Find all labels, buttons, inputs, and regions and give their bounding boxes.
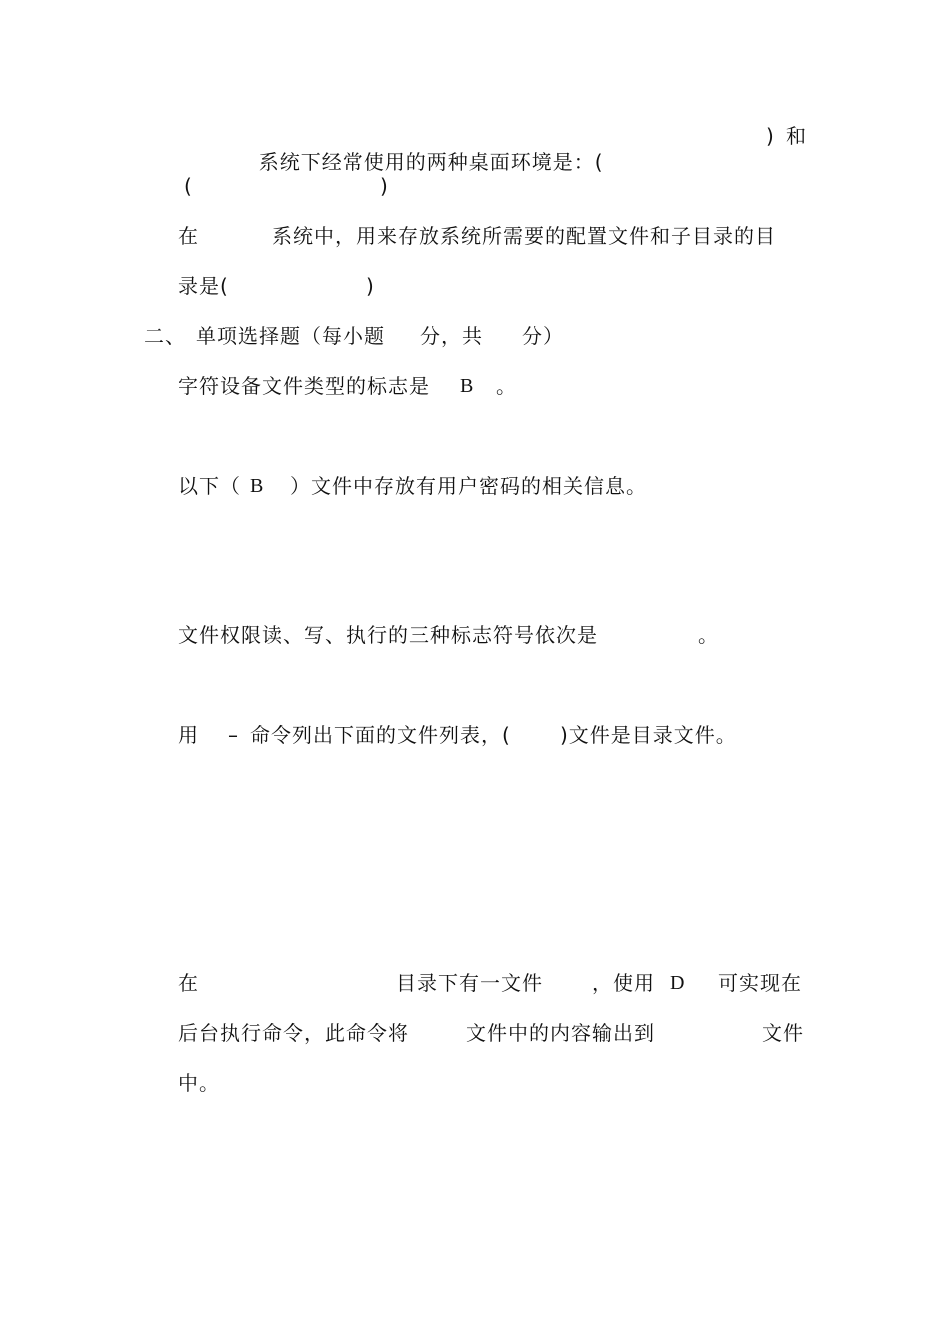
fill-q2-line2: 录是( <box>178 274 229 298</box>
section-two-mid: 分，共 <box>420 324 483 348</box>
fill-q2-prefix: 在 <box>178 224 199 248</box>
question-2-suffix: ）文件中存放有用户密码的相关信息。 <box>290 474 647 498</box>
fill-q1-line1 <box>244 123 604 175</box>
question-4-prefix: 用 <box>178 723 199 747</box>
question-2-answer: B <box>250 475 265 497</box>
question-5-answer: D <box>670 972 686 994</box>
fill-q1-text: 系统下经常使用的两种桌面环境是：( <box>258 150 604 174</box>
fill-q1-line2-open: ( <box>184 174 193 198</box>
question-5-prefix: 在 <box>178 971 199 995</box>
fill-q1-and: 和 <box>786 124 807 148</box>
fill-q2-line2-close: ) <box>366 274 375 298</box>
fill-q1-line2-close: ) <box>380 174 389 198</box>
question-5-line2-b: 文件中的内容输出到 <box>466 1021 655 1045</box>
question-4-dash: – <box>228 723 239 747</box>
question-1-answer: B <box>460 375 475 397</box>
question-3-end: 。 <box>698 623 719 647</box>
question-5-line2-a: 后台执行命令，此命令将 <box>178 1021 409 1045</box>
question-4-suffix: )文件是目录文件。 <box>560 723 737 747</box>
fill-q1-close-paren: ) <box>766 124 775 148</box>
section-two-number: 二、 <box>144 324 186 348</box>
fill-q2-line1: 系统中，用来存放系统所需要的配置文件和子目录的目 <box>272 224 776 248</box>
question-2-prefix: 以下（ <box>178 474 241 498</box>
question-5-text3: 可实现在 <box>718 971 802 995</box>
question-1-end: 。 <box>496 374 517 398</box>
question-5-line2-c: 文件 <box>762 1021 804 1045</box>
section-two-end: 分） <box>522 324 564 348</box>
question-5-line3: 中。 <box>178 1071 220 1095</box>
question-4-text: 命令列出下面的文件列表，( <box>250 723 511 747</box>
question-5-text2: ，使用 <box>592 971 655 995</box>
question-3-text: 文件权限读、写、执行的三种标志符号依次是 <box>178 623 598 647</box>
section-two-title: 单项选择题（每小题 <box>196 324 385 348</box>
question-5-text1: 目录下有一文件 <box>396 971 543 995</box>
question-1-text: 字符设备文件类型的标志是 <box>178 374 430 398</box>
